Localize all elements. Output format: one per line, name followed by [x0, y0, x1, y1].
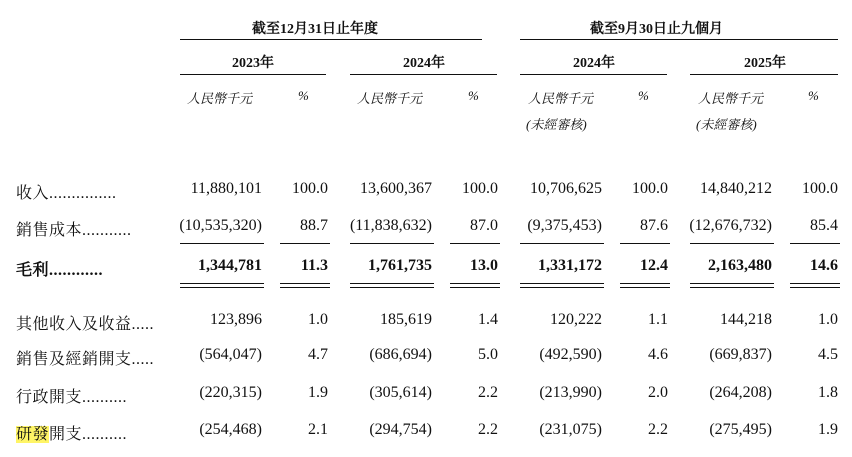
amount-cell: 123,896: [210, 311, 262, 328]
subtotal-rule: [690, 243, 774, 244]
year-header-2024-a: 2024年: [403, 56, 445, 71]
percent-cell: 2.1: [308, 421, 328, 438]
percent-cell: 14.6: [810, 257, 838, 274]
row-label-text: 行政開支: [16, 389, 83, 406]
year-rule-2025: [690, 74, 838, 75]
double-rule: [450, 287, 500, 288]
unaudited-label: (未經審核): [696, 117, 757, 132]
amount-cell: 185,619: [380, 311, 432, 328]
amount-cell: (11,838,632): [349, 217, 432, 234]
percent-cell: 85.4: [810, 217, 838, 234]
row-label: [16, 421, 127, 444]
amount-cell: (275,495): [709, 421, 772, 438]
amount-cell: 10,706,625: [530, 180, 602, 197]
subtotal-rule: [520, 243, 604, 244]
percent-cell: 12.4: [640, 257, 668, 274]
percent-cell: 100.0: [802, 180, 838, 197]
percent-cell: 1.1: [648, 311, 668, 328]
subtotal-rule: [790, 243, 840, 244]
percent-cell: 4.7: [308, 346, 328, 363]
row-label-text: 收入: [16, 185, 50, 202]
unaudited-label: (未經審核): [526, 117, 587, 132]
header-group-year-end-rule: [180, 39, 482, 40]
percent-cell: 1.9: [308, 384, 328, 401]
amount-cell: (686,694): [369, 346, 432, 363]
percent-cell: 11.3: [300, 257, 328, 274]
amount-cell: 13,600,367: [360, 180, 432, 197]
amount-cell: (492,590): [539, 346, 602, 363]
percent-cell: 5.0: [478, 346, 498, 363]
double-rule: [790, 283, 840, 284]
percent-cell: 2.2: [478, 421, 498, 438]
row-label: [16, 257, 103, 280]
percent-cell: 4.5: [818, 346, 838, 363]
amount-cell: 2,163,480: [708, 257, 772, 274]
percent-cell: 1.9: [818, 421, 838, 438]
percent-cell: 87.6: [640, 217, 668, 234]
year-rule-2024-b: [520, 74, 667, 75]
double-rule: [690, 287, 774, 288]
header-group-nine-months: 截至9月30日止九個月: [590, 22, 723, 37]
amount-cell: 120,222: [550, 311, 602, 328]
unit-label: 人民幣千元: [357, 91, 423, 106]
amount-cell: (669,837): [709, 346, 772, 363]
percent-cell: 4.6: [648, 346, 668, 363]
amount-cell: (12,676,732): [689, 217, 772, 234]
percent-cell: 1.4: [478, 311, 498, 328]
double-rule: [690, 283, 774, 284]
amount-cell: (10,535,320): [179, 217, 262, 234]
double-rule: [350, 283, 434, 284]
amount-cell: 14,840,212: [700, 180, 772, 197]
double-rule: [620, 287, 670, 288]
row-label: [16, 346, 154, 369]
subtotal-rule: [450, 243, 500, 244]
double-rule: [280, 287, 330, 288]
pct-label: %: [808, 88, 819, 103]
row-label-text: 銷售及經銷開支: [16, 351, 132, 368]
pct-label: %: [468, 88, 479, 103]
amount-cell: (564,047): [199, 346, 262, 363]
pct-label: %: [298, 88, 309, 103]
double-rule: [180, 283, 264, 284]
leader-dots: ..........: [82, 389, 128, 406]
amount-cell: (254,468): [199, 421, 262, 438]
percent-cell: 2.0: [648, 384, 668, 401]
amount-cell: (213,990): [539, 384, 602, 401]
amount-cell: (305,614): [369, 384, 432, 401]
row-label: [16, 311, 154, 334]
double-rule: [790, 287, 840, 288]
unit-label: 人民幣千元: [698, 91, 764, 106]
year-header-2023: 2023年: [232, 56, 274, 71]
subtotal-rule: [180, 243, 264, 244]
row-label-text: 銷售成本: [16, 222, 83, 239]
percent-cell: 100.0: [462, 180, 498, 197]
subtotal-rule: [620, 243, 670, 244]
amount-cell: (220,315): [199, 384, 262, 401]
double-rule: [350, 287, 434, 288]
percent-cell: 13.0: [470, 257, 498, 274]
amount-cell: 1,331,172: [538, 257, 602, 274]
pct-label: %: [638, 88, 649, 103]
amount-cell: (231,075): [539, 421, 602, 438]
unit-label: 人民幣千元: [528, 91, 594, 106]
row-label-text: 開支: [49, 426, 83, 443]
year-rule-2024-a: [350, 74, 497, 75]
row-label-text: 毛利: [16, 262, 50, 279]
percent-cell: 1.0: [818, 311, 838, 328]
percent-cell: 87.0: [470, 217, 498, 234]
leader-dots: .....: [131, 316, 155, 333]
leader-dots: ...........: [82, 222, 132, 239]
percent-cell: 2.2: [478, 384, 498, 401]
year-header-2025: 2025年: [744, 56, 786, 71]
double-rule: [280, 283, 330, 284]
row-label-text: 其他收入及收益: [16, 316, 132, 333]
amount-cell: 1,344,781: [198, 257, 262, 274]
amount-cell: (9,375,453): [527, 217, 602, 234]
percent-cell: 1.8: [818, 384, 838, 401]
leader-dots: .....: [131, 351, 155, 368]
highlighted-text: 研發: [16, 426, 50, 443]
percent-cell: 2.2: [648, 421, 668, 438]
amount-cell: (264,208): [709, 384, 772, 401]
leader-dots: ...............: [49, 185, 117, 202]
subtotal-rule: [350, 243, 434, 244]
unit-label: 人民幣千元: [187, 91, 253, 106]
amount-cell: 144,218: [720, 311, 772, 328]
amount-cell: 11,880,101: [190, 180, 262, 197]
row-label: [16, 384, 127, 407]
double-rule: [180, 287, 264, 288]
double-rule: [520, 283, 604, 284]
leader-dots: ............: [49, 262, 104, 279]
header-group-nine-months-rule: [520, 39, 838, 40]
percent-cell: 88.7: [300, 217, 328, 234]
header-group-year-end: 截至12月31日止年度: [252, 22, 378, 37]
double-rule: [620, 283, 670, 284]
double-rule: [450, 283, 500, 284]
row-label: [16, 217, 132, 240]
double-rule: [520, 287, 604, 288]
amount-cell: 1,761,735: [368, 257, 432, 274]
amount-cell: (294,754): [369, 421, 432, 438]
percent-cell: 100.0: [292, 180, 328, 197]
year-header-2024-b: 2024年: [573, 56, 615, 71]
percent-cell: 1.0: [308, 311, 328, 328]
year-rule-2023: [180, 74, 326, 75]
leader-dots: ..........: [82, 426, 128, 443]
percent-cell: 100.0: [632, 180, 668, 197]
row-label: [16, 180, 117, 203]
subtotal-rule: [280, 243, 330, 244]
